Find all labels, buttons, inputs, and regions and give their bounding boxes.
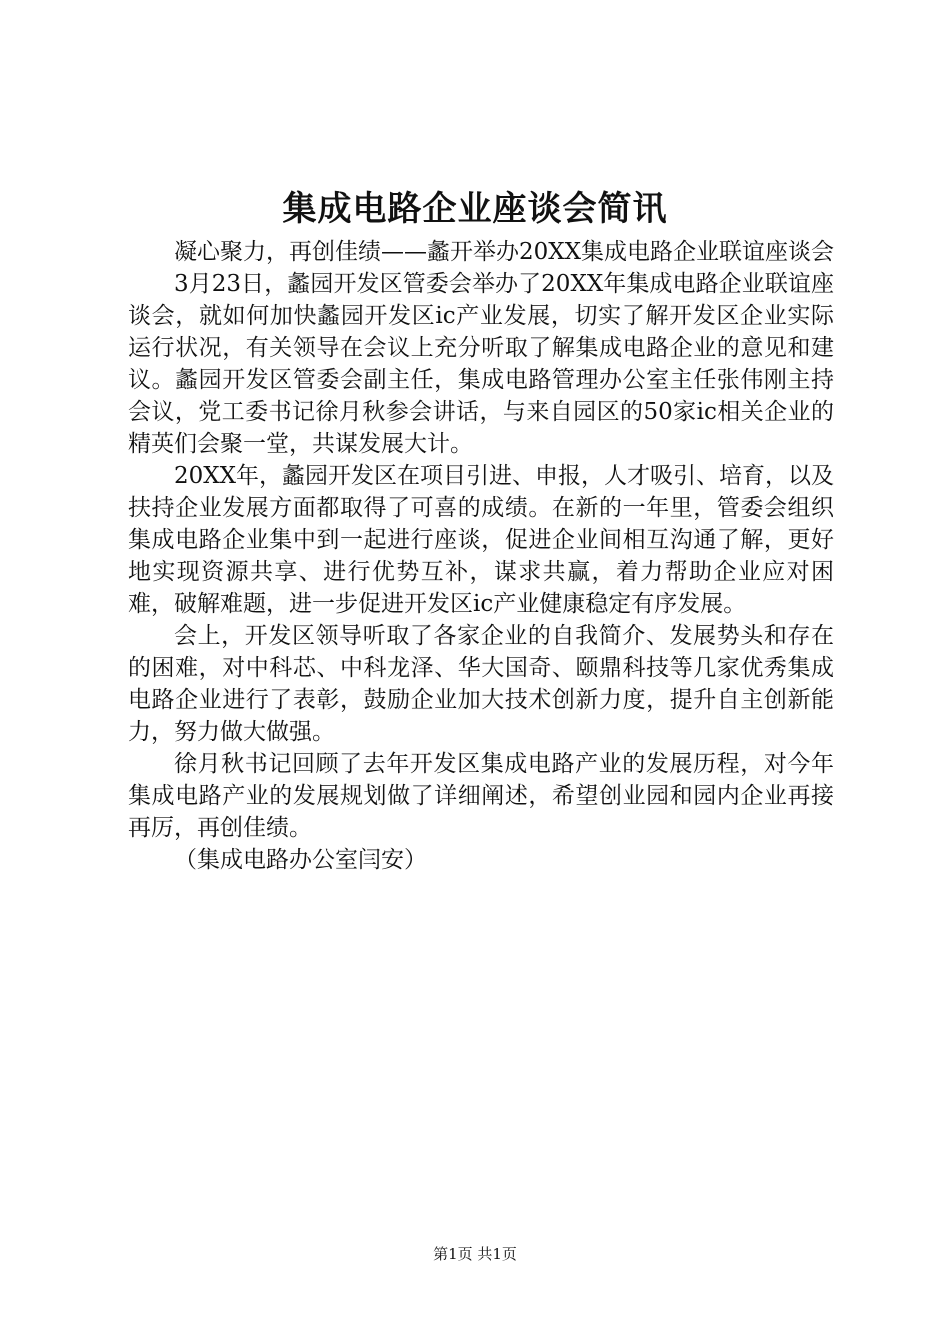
- body-paragraph: 20XX年，蠡园开发区在项目引进、申报，人才吸引、培育，以及扶持企业发展方面都取得了可喜的成绩。在新的一年里，管委会组织集成电路企业集中到一起进行座谈，促进企业间相互沟通了解，更好地实现资源共享、进行优势互补，谋求共赢，着力帮助企业应对困难，破解难题，进一步促进开发区ic产业健康稳定有序发展。: [128, 463, 835, 617]
- body-paragraph: 3月23日，蠡园开发区管委会举办了20XX年集成电路企业联谊座谈会，就如何加快蠡园开发区ic产业发展，切实了解开发区企业实际运行状况，有关领导在会议上充分听取了解集成电路企业的意见和建议。蠡园开发区管委会副主任，集成电路管理办公室主任张伟刚主持会议，党工委书记徐月秋参会讲话，与来自园区的50家ic相关企业的精英们会聚一堂，共谋发展大计。: [128, 271, 834, 457]
- page-number-footer: 第1页 共1页: [433, 1245, 517, 1263]
- subtitle-paragraph: 凝心聚力，再创佳绩——蠡开举办20XX集成电路企业联谊座谈会: [174, 239, 835, 265]
- document-title: 集成电路企业座谈会简讯: [282, 189, 668, 229]
- document-body: [128, 236, 834, 876]
- author-signature: （集成电路办公室闫安）: [174, 847, 427, 873]
- body-paragraph: 徐月秋书记回顾了去年开发区集成电路产业的发展历程，对今年集成电路产业的发展规划做了详细阐述，希望创业园和园内企业再接再厉，再创佳绩。: [128, 751, 834, 841]
- body-paragraph: 会上，开发区领导听取了各家企业的自我简介、发展势头和存在的困难，对中科芯、中科龙泽、华大国奇、颐鼎科技等几家优秀集成电路企业进行了表彰，鼓励企业加大技术创新力度，提升自主创新能力，努力做大做强。: [128, 623, 834, 745]
